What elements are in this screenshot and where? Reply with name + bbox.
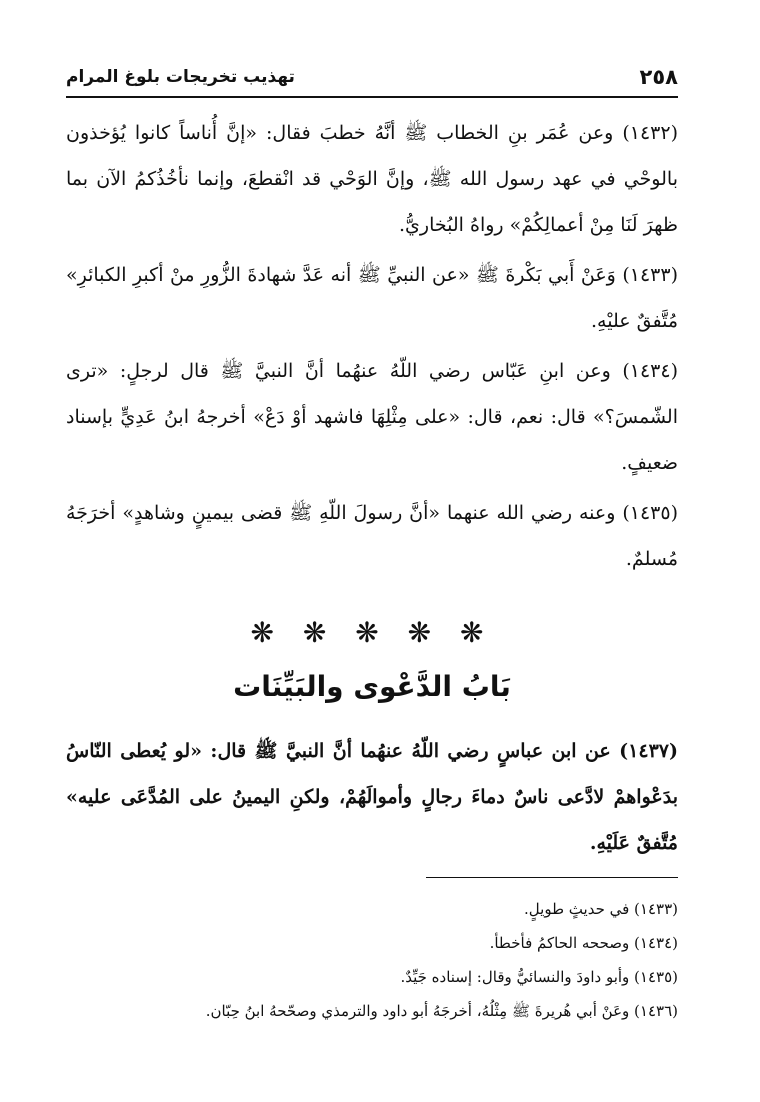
section-separator: ❋ ❋ ❋ ❋ ❋ [250, 616, 494, 649]
page-number: ٢٥٨ [639, 65, 678, 89]
book-title: تهذيب تخريجات بلوغ المرام [66, 67, 295, 87]
footnotes [66, 892, 678, 1028]
hadith-1433: (١٤٣٣) وَعَنْ أَبي بَكْرةَ ﷺ «عن النبيِّ ﷺ أنه عَدَّ شهادةَ الزُّورِ منْ أكبرِ الكبائرِ» مُتَّفقٌ عليْهِ. [66, 264, 678, 332]
header-rule [66, 96, 678, 98]
hadith-1435: (١٤٣٥) وعنه رضي الله عنهما «أنَّ رسولَ اللّهِ ﷺ قضى بيمينٍ وشاهدٍ» أخرَجَهُ مُسلمٌ. [66, 502, 678, 570]
chapter-title: بَابُ الدَّعْوى والبَيِّنَات [233, 670, 511, 703]
footnote-rule [426, 877, 678, 878]
hadith-1434: (١٤٣٤) وعن ابنِ عَبّاس رضي اللّهُ عنهُما أنَّ النبيَّ ﷺ قال لرجلٍ: «ترى الشّمسَ؟» قال: نعم، قال: «على مِثْلِهَا فاشهد أوْ دَعْ» أخرجهُ ابنُ عَدِيٍّ بإسناد ضعيفٍ. [66, 360, 678, 474]
main-text [66, 110, 678, 870]
footnote-1434: (١٤٣٤) وصححه الحاكمُ فأخطأ. [489, 934, 678, 952]
footnote-1435: (١٤٣٥) وأبو داودَ والنسائيُّ وقال: إسناده جَيِّدٌ. [400, 968, 678, 986]
hadith-1437: (١٤٣٧) عن ابن عباسٍ رضي اللّهُ عنهُما أنَّ النبيَّ ﷺ قال: «لو يُعطى النّاسُ بدَعْواهمْ لادَّعى ناسٌ دماءَ رجالٍ وأموالَهُمْ، ولكنِ اليمينُ على المُدَّعَى عليه» مُتَّفقٌ عَلَيْهِ. [66, 740, 678, 854]
hadith-1432: (١٤٣٢) وعن عُمَر بنِ الخطاب ﷺ أنَّهُ خطبَ فقال: «إنَّ أُناساً كانوا يُؤخذون بالوحْي في عهد رسول الله ﷺ، وإنَّ الوَحْي قد انْقطعَ، وإنما نأخُذُكمُ الآن بما ظهرَ لَنَا مِنْ أعمالِكُمْ» رواهُ البُخاريُّ. [66, 122, 678, 236]
footnote-1436: (١٤٣٦) وعَنْ أبي هُريرةَ ﷺ مِثْلُهُ، أخرجَهُ أبو داود والترمذي وصحّحهُ ابنُ حِبّان. [205, 1002, 678, 1020]
running-header [66, 62, 678, 92]
footnote-1433: (١٤٣٣) في حديثٍ طويلٍ. [524, 900, 678, 918]
